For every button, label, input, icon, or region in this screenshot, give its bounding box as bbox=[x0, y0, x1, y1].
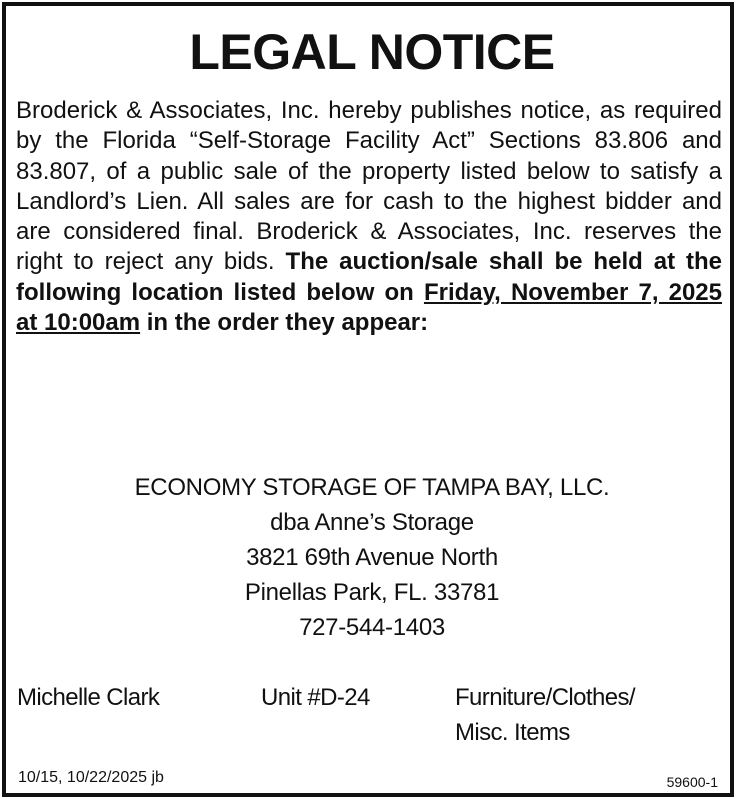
ad-number: 59600-1 bbox=[666, 774, 718, 790]
unit-contents-line-2: Misc. Items bbox=[455, 719, 570, 746]
sale-announcement-lead: The auction/sale shall be held at the following location listed below on bbox=[16, 248, 723, 306]
notice-intro: Broderick & Associates, Inc. hereby publishes notice, as required by the Florida “Self-Storage Facility Act” Sections 83.806 and 83.807, of a public sale of the property listed below to satisfy a Landlord’s Lien. All sales are for cash to the highest bidder and are considered final. Broderick & Associates, Inc. reserves the right to reject any bids. bbox=[16, 97, 722, 276]
notice-title: LEGAL NOTICE bbox=[189, 24, 555, 80]
facility-street: 3821 69th Avenue North bbox=[246, 544, 498, 571]
facility-city-state-zip: Pinellas Park, FL. 33781 bbox=[244, 579, 500, 606]
sale-date: Friday, November 7, 2025 at 10:00am bbox=[16, 278, 722, 337]
unit-contents bbox=[455, 680, 695, 750]
notice-body bbox=[16, 96, 722, 338]
facility-name: ECONOMY STORAGE OF TAMPA BAY, LLC. bbox=[134, 474, 610, 501]
publication-dates: 10/15, 10/22/2025 jb bbox=[18, 769, 164, 786]
legal-notice-frame bbox=[2, 2, 734, 797]
tenant-name: Michelle Clark bbox=[17, 684, 160, 711]
facility-phone: 727-544-1403 bbox=[299, 614, 445, 641]
unit-contents-line-1: Furniture/Clothes/ bbox=[455, 684, 635, 711]
sale-announcement-tail: in the order they appear: bbox=[140, 309, 429, 337]
facility-dba: dba Anne’s Storage bbox=[270, 509, 474, 536]
facility-address-block bbox=[6, 470, 736, 645]
unit-number: Unit #D-24 bbox=[261, 684, 370, 711]
